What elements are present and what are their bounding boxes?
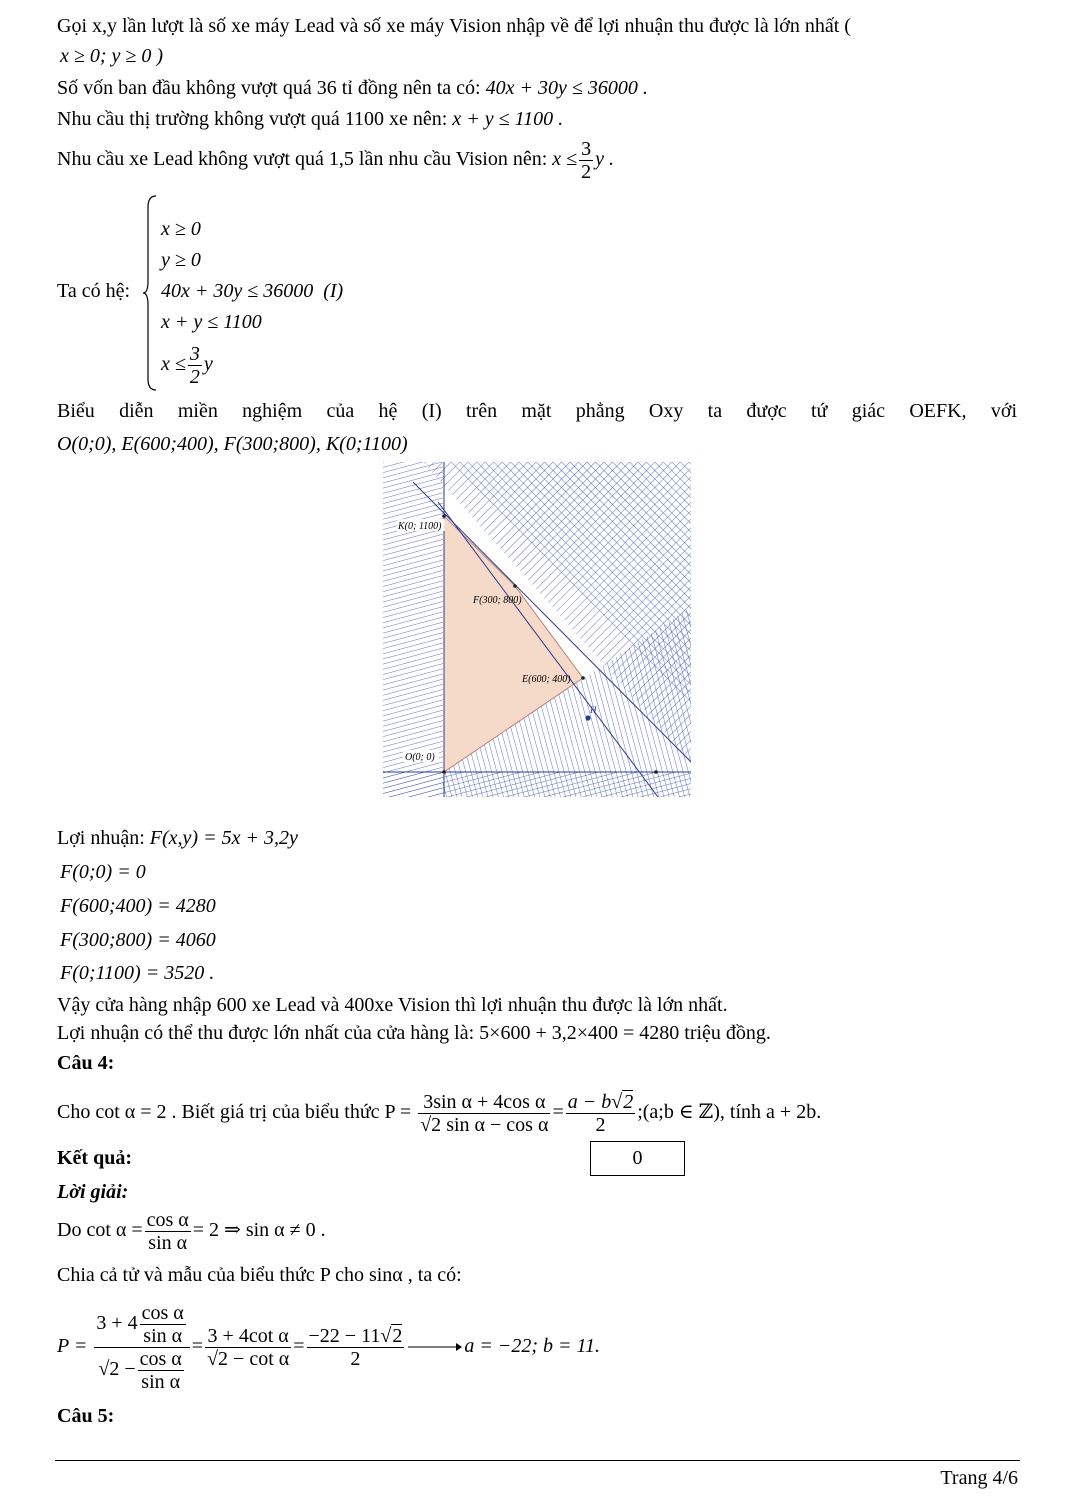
point-F — [513, 584, 517, 588]
system-tag: (I) — [323, 280, 344, 302]
intro-line-1b: x ≥ 0; y ≥ 0 ) — [60, 45, 164, 67]
num-sqrt: 2 — [392, 1324, 403, 1347]
q4-stmt-pre: Cho cot α = 2 . Biết giá trị của biểu thức P = — [57, 1101, 412, 1123]
q4-ab-fraction — [566, 1091, 635, 1136]
label-E: E(600; 400) — [522, 674, 571, 685]
fraction-num: 3 + 4cot α — [205, 1325, 291, 1348]
sqrt2: √2 — [420, 1113, 442, 1136]
profit-value-2: F(600;400) = 4280 — [60, 895, 216, 917]
system-row-5-fraction — [188, 343, 202, 388]
conclusion-1: Vậy cửa hàng nhập 600 xe Lead và 400xe Vision thì lợi nhuận thu được là lớn nhất. — [57, 994, 728, 1016]
profit-value-3: F(300;800) = 4060 — [60, 929, 216, 951]
sol1-fraction — [145, 1209, 191, 1254]
fraction-den: 2 — [595, 1113, 606, 1136]
point-E — [581, 676, 585, 680]
fraction-num: a − b√2 — [567, 1090, 634, 1113]
sol1-pre: Do cot α = — [57, 1219, 143, 1241]
system-row-3-math: 40x + 30y ≤ 36000 — [161, 280, 314, 302]
intro-line-2-text: Số vốn ban đầu không vượt quá 36 tỉ đồng nên ta có: — [57, 77, 486, 99]
inner-fraction — [140, 1302, 186, 1347]
q4-p-fraction — [418, 1091, 550, 1136]
sol3-value-fraction — [307, 1325, 405, 1370]
num-pre: 3 + 4 — [96, 1312, 138, 1334]
sol3-cot-fraction — [205, 1325, 291, 1370]
q4-stmt-post: ;(a;b ∈ ℤ), tính a + 2b. — [637, 1101, 822, 1123]
intro-line-3-text: Nhu cầu thị trường không vượt quá 1100 xe nên: — [57, 108, 453, 130]
fraction-num: 3 — [581, 138, 592, 160]
intro-line-2-math: 40x + 30y ≤ 36000 . — [485, 77, 648, 99]
left-brace-icon — [143, 195, 157, 391]
point-O — [442, 770, 446, 774]
point-x-intercept — [654, 770, 658, 774]
intro-line-3 — [57, 107, 563, 131]
label-F: F(300; 800) — [473, 595, 522, 606]
system-row-5 — [161, 343, 213, 388]
hatch-region-3 — [383, 462, 443, 797]
intro-line-4-fraction — [579, 138, 593, 183]
fraction-den: 2 — [581, 161, 592, 183]
solution-line-2: Chia cả tử và mẫu của biểu thức P cho sinα , ta có: — [57, 1264, 462, 1286]
intro-line-2 — [57, 76, 648, 100]
system-row-1: x ≥ 0 — [161, 218, 201, 240]
fraction-num: cos α — [146, 1208, 189, 1231]
sol1-post: = 2 ⇒ sin α ≠ 0 . — [192, 1219, 326, 1241]
solution-label: Lời giải: — [57, 1181, 129, 1203]
sol3-big-fraction — [94, 1302, 189, 1393]
system-row-4: x + y ≤ 1100 — [161, 311, 262, 333]
fraction-den — [418, 1114, 550, 1136]
footer-rule — [55, 1460, 1020, 1461]
conclusion-2: Lợi nhuận có thể thu được lớn nhất của cửa hàng là: 5×600 + 3,2×400 = 4280 triệu đồng. — [57, 1022, 771, 1044]
intro-line-1: Gọi x,y lần lượt là số xe máy Lead và số xe máy Vision nhập về để lợi nhuận thu được là lớn nhất ( — [57, 15, 851, 37]
system-row-3 — [161, 279, 343, 303]
num-sqrt: 2 — [623, 1090, 634, 1113]
fraction-den: sin α — [143, 1324, 183, 1347]
fraction-num: −22 − 11√2 — [308, 1324, 403, 1347]
profit-value-1: F(0;0) = 0 — [60, 861, 146, 883]
q4-statement: Cho cot α = 2 . Biết giá trị của biểu thức P = $\frac{\text{3sin α + 4cos α}}{\text{√2 sin α − cos α}}$ = $\frac{a - b√2}{2}$ ;(a;b ∈ ℤ), tính a + 2b. — [57, 1090, 822, 1136]
num-pre: −22 − 11 — [308, 1324, 381, 1347]
region-points: O(0;0), E(600;400), F(300;800), K(0;1100) — [57, 433, 408, 455]
inner-fraction — [138, 1348, 184, 1393]
solution-line-3: P = 3 + 4 $\frac{\text{cos α}}{\text{sin α}}$ √2 − $\frac{\text{cos α}}{\text{sin α}}$ = $\frac{\text{3 + 4cot α}}{\text{√2 − cot α}}$ = $\frac{-22 - 11√2}{2}$ a = −22; b = 11. — [57, 1301, 600, 1393]
intro-line-4-text: Nhu cầu xe Lead không vượt quá 1,5 lần nhu cầu Vision nên: — [57, 148, 553, 171]
sol3-P: P = — [57, 1335, 88, 1357]
point-H — [585, 715, 590, 720]
den-pre: √2 − — [98, 1358, 136, 1380]
fraction-den: sin α — [141, 1370, 181, 1393]
fraction-num: 3sin α + 4cos α — [418, 1091, 550, 1114]
system-label: Ta có hệ: — [57, 280, 131, 302]
fraction-den — [94, 1348, 189, 1393]
profit-formula-line — [57, 826, 298, 850]
region-text: Biểu diễn miền nghiệm của hệ (I) trên mặt phẳng Oxy ta được tứ giác OEFK, với — [57, 400, 1017, 422]
system-row-2: y ≥ 0 — [161, 249, 201, 271]
long-right-arrow-icon — [406, 1341, 464, 1353]
fraction-num — [94, 1302, 189, 1348]
profit-label: Lợi nhuận: — [57, 827, 150, 849]
result-label: Kết quả: — [57, 1147, 132, 1169]
sol3-post: a = −22; b = 11. — [464, 1335, 600, 1357]
fraction-den: 2 — [350, 1347, 361, 1370]
intro-line-4 — [57, 138, 614, 183]
label-O: O(0; 0) — [405, 752, 435, 763]
page-number: Trang 4/6 — [940, 1467, 1018, 1489]
hatch-region-5 — [383, 772, 691, 797]
den-rest: sin α − cos α — [441, 1113, 549, 1136]
profit-value-4: F(0;1100) = 3520 . — [60, 962, 215, 984]
label-K: K(0; 1100) — [398, 521, 442, 532]
fraction-den: 2 — [189, 366, 200, 388]
fraction-num: cos α — [139, 1347, 182, 1370]
num-pre: a − b — [567, 1090, 612, 1113]
q4-title: Câu 4: — [57, 1052, 115, 1074]
intro-line-4-math-post: y . — [595, 148, 615, 171]
system-row-5-pre: x ≤ — [161, 353, 186, 376]
fraction-num: cos α — [141, 1301, 184, 1324]
label-H: H — [590, 705, 597, 715]
fraction-num: 3 — [189, 343, 200, 365]
answer-box: 0 — [590, 1141, 685, 1176]
system-row-5-post: y — [203, 353, 213, 376]
fraction-den: sin α — [148, 1231, 188, 1254]
profit-formula: F(x,y) = 5x + 3,2y — [149, 827, 298, 849]
q5-title: Câu 5: — [57, 1405, 115, 1427]
intro-line-3-math: x + y ≤ 1100 . — [452, 108, 564, 130]
fraction-den: √2 − cot α — [207, 1347, 290, 1370]
inequality-system — [57, 195, 457, 395]
solution-line-1 — [57, 1204, 326, 1256]
point-K — [442, 514, 446, 518]
feasible-region-graph — [383, 462, 691, 797]
intro-line-4-math-pre: x ≤ — [552, 148, 578, 171]
